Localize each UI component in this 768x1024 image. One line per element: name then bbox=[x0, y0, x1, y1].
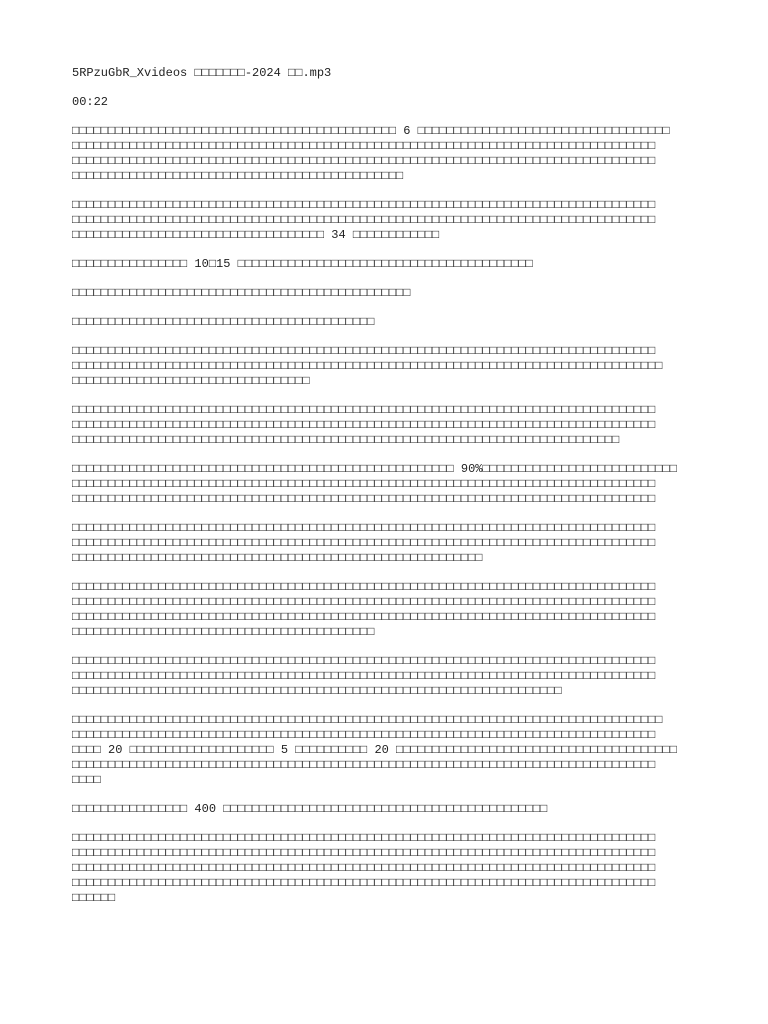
paragraph-9: □□□□□□□□□□□□□□□□□□□□□□□□□□□□□□□□□□□□□□□□□□□□□□□□□□□□□□□□□□□□□□□□□□□□□□□□□□□□□□□□□ □□□□□□□□□□□□□□□□□□□□□□□□□□□□□□□□□□□□□□□□□□□□□□□□□□□□□□□□□□□□□□□□□□□□□□□□□□□□□□□□□ □□□□□□□□□□□□□□□□□□□□□□□□□□□□□□□□□□□□□□□□□□□□□□□□□□□□□□□□□ bbox=[72, 521, 656, 565]
timestamp: 00:22 bbox=[72, 95, 109, 109]
paragraph-4: □□□□□□□□□□□□□□□□□□□□□□□□□□□□□□□□□□□□□□□□□□□□□□□ bbox=[72, 286, 411, 300]
paragraph-7: □□□□□□□□□□□□□□□□□□□□□□□□□□□□□□□□□□□□□□□□□□□□□□□□□□□□□□□□□□□□□□□□□□□□□□□□□□□□□□□□□ □□□□□□□□□□□□□□□□□□□□□□□□□□□□□□□□□□□□□□□□□□□□□□□□□□□□□□□□□□□□□□□□□□□□□□□□□□□□□□□□□ □□□□□□□□□□□□□□□□□□□□□□□□□□□□□□□□□□□□□□□□□□□□□□□□□□□□□□□□□□□□□□□□□□□□□□□□□□□□ bbox=[72, 403, 656, 447]
paragraph-1: □□□□□□□□□□□□□□□□□□□□□□□□□□□□□□□□□□□□□□□□□□□□□ 6 □□□□□□□□□□□□□□□□□□□□□□□□□□□□□□□□□□□ □□□□□□□□□□□□□□□□□□□□□□□□□□□□□□□□□□□□□□□□□□□□□□□□□□□□□□□□□□□□□□□□□□□□□□□□□□□□□□□□□ □□□□□□□□□□□□□□□□□□□□□□□□□□□□□□□□□□□□□□□□□□□□□□□□□□□□□□□□□□□□□□□□□□□□□□□□□□□□□□□□□ □□□□□□□□□□□□□□□□□□□□□□□□□□□□□□□□□□□□□□□□□□□□□□ bbox=[72, 124, 670, 183]
paragraph-5: □□□□□□□□□□□□□□□□□□□□□□□□□□□□□□□□□□□□□□□□□□ bbox=[72, 315, 375, 329]
paragraph-12: □□□□□□□□□□□□□□□□□□□□□□□□□□□□□□□□□□□□□□□□□□□□□□□□□□□□□□□□□□□□□□□□□□□□□□□□□□□□□□□□□□ □□□□□□□□□□□□□□□□□□□□□□□□□□□□□□□□□□□□□□□□□□□□□□□□□□□□□□□□□□□□□□□□□□□□□□□□□□□□□□□□□ □□□□ 20 □□□□□□□□□□□□□□□□□□□□ 5 □□□□□□□□□□ 20 □□□□□□□□□□□□□□□□□□□□□□□□□□□□□□□□□□□□□□□ □□□□□□□□□□□□□□□□□□□□□□□□□□□□□□□□□□□□□□□□□□□□□□□□□□□□□□□□□□□□□□□□□□□□□□□□□□□□□□□□□ □□□□ bbox=[72, 713, 677, 787]
paragraph-3: □□□□□□□□□□□□□□□□ 10□15 □□□□□□□□□□□□□□□□□□□□□□□□□□□□□□□□□□□□□□□□□ bbox=[72, 257, 533, 271]
paragraph-6: □□□□□□□□□□□□□□□□□□□□□□□□□□□□□□□□□□□□□□□□□□□□□□□□□□□□□□□□□□□□□□□□□□□□□□□□□□□□□□□□□ □□□□□□□□□□□□□□□□□□□□□□□□□□□□□□□□□□□□□□□□□□□□□□□□□□□□□□□□□□□□□□□□□□□□□□□□□□□□□□□□□□ □□□□□□□□□□□□□□□□□□□□□□□□□□□□□□□□□ bbox=[72, 344, 663, 388]
paragraph-10: □□□□□□□□□□□□□□□□□□□□□□□□□□□□□□□□□□□□□□□□□□□□□□□□□□□□□□□□□□□□□□□□□□□□□□□□□□□□□□□□□ □□□□□□□□□□□□□□□□□□□□□□□□□□□□□□□□□□□□□□□□□□□□□□□□□□□□□□□□□□□□□□□□□□□□□□□□□□□□□□□□□ □□□□□□□□□□□□□□□□□□□□□□□□□□□□□□□□□□□□□□□□□□□□□□□□□□□□□□□□□□□□□□□□□□□□□□□□□□□□□□□□□ □□□□□□□□□□□□□□□□□□□□□□□□□□□□□□□□□□□□□□□□□□ bbox=[72, 580, 656, 639]
file-title: 5RPzuGbR_Xvideos □□□□□□□-2024 □□.mp3 bbox=[72, 66, 332, 80]
paragraph-2: □□□□□□□□□□□□□□□□□□□□□□□□□□□□□□□□□□□□□□□□□□□□□□□□□□□□□□□□□□□□□□□□□□□□□□□□□□□□□□□□□ □□□□□□□□□□□□□□□□□□□□□□□□□□□□□□□□□□□□□□□□□□□□□□□□□□□□□□□□□□□□□□□□□□□□□□□□□□□□□□□□□ □□□□□□□□□□□□□□□□□□□□□□□□□□□□□□□□□□□ 34 □□□□□□□□□□□□ bbox=[72, 198, 656, 242]
paragraph-11: □□□□□□□□□□□□□□□□□□□□□□□□□□□□□□□□□□□□□□□□□□□□□□□□□□□□□□□□□□□□□□□□□□□□□□□□□□□□□□□□□ □□□□□□□□□□□□□□□□□□□□□□□□□□□□□□□□□□□□□□□□□□□□□□□□□□□□□□□□□□□□□□□□□□□□□□□□□□□□□□□□□ □□□□□□□□□□□□□□□□□□□□□□□□□□□□□□□□□□□□□□□□□□□□□□□□□□□□□□□□□□□□□□□□□□□□ bbox=[72, 654, 656, 698]
paragraph-13: □□□□□□□□□□□□□□□□ 400 □□□□□□□□□□□□□□□□□□□□□□□□□□□□□□□□□□□□□□□□□□□□□ bbox=[72, 802, 548, 816]
paragraph-14: □□□□□□□□□□□□□□□□□□□□□□□□□□□□□□□□□□□□□□□□□□□□□□□□□□□□□□□□□□□□□□□□□□□□□□□□□□□□□□□□□ □□□□□□□□□□□□□□□□□□□□□□□□□□□□□□□□□□□□□□□□□□□□□□□□□□□□□□□□□□□□□□□□□□□□□□□□□□□□□□□□□ □□□□□□□□□□□□□□□□□□□□□□□□□□□□□□□□□□□□□□□□□□□□□□□□□□□□□□□□□□□□□□□□□□□□□□□□□□□□□□□□□ □□□□□□□□□□□□□□□□□□□□□□□□□□□□□□□□□□□□□□□□□□□□□□□□□□□□□□□□□□□□□□□□□□□□□□□□□□□□□□□□□ □□□□□□ bbox=[72, 831, 656, 905]
paragraph-8: □□□□□□□□□□□□□□□□□□□□□□□□□□□□□□□□□□□□□□□□□□□□□□□□□□□□□ 90%□□□□□□□□□□□□□□□□□□□□□□□□□□□ □□□□□□□□□□□□□□□□□□□□□□□□□□□□□□□□□□□□□□□□□□□□□□□□□□□□□□□□□□□□□□□□□□□□□□□□□□□□□□□□□ □□□□□□□□□□□□□□□□□□□□□□□□□□□□□□□□□□□□□□□□□□□□□□□□□□□□□□□□□□□□□□□□□□□□□□□□□□□□□□□□□ bbox=[72, 462, 677, 506]
